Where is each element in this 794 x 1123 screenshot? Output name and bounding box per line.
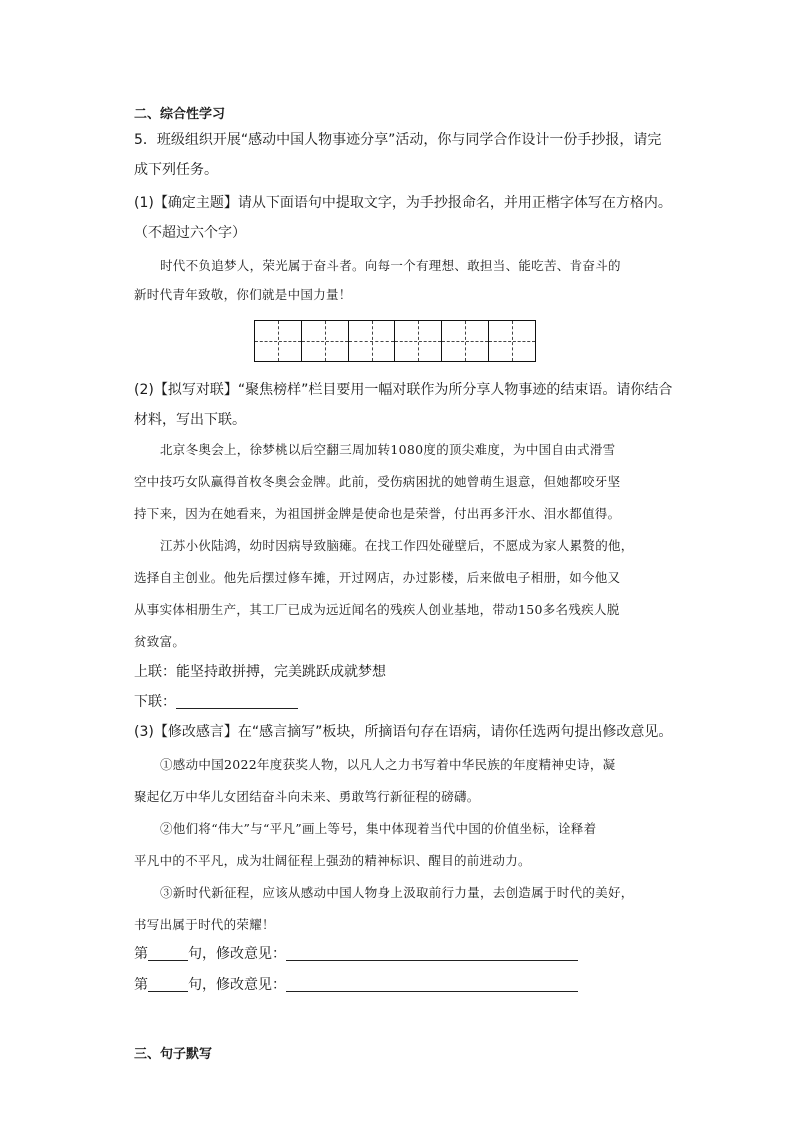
material-2-line-3: 从事实体相册生产，其工厂已成为远近闻名的残疾人创业基地，带动150多名残疾人脱 xyxy=(134,602,620,617)
grid-cell[interactable] xyxy=(255,321,302,361)
xialian-label: 下联： xyxy=(134,694,176,710)
question-5-line-2: 成下列任务。 xyxy=(134,162,218,178)
material-2-line-4: 贫致富。 xyxy=(134,634,186,649)
shanglian: 上联：能坚持敢拼搏，完美跳跃成就梦想 xyxy=(134,664,386,680)
sentence-1-line-1: ①感动中国2022年度获奖人物，以凡人之力书写着中华民族的年度精神史诗，凝 xyxy=(160,757,616,772)
grid-cell[interactable] xyxy=(302,321,349,361)
part-1-note: （不超过六个字） xyxy=(134,225,246,241)
sentence-number-blank[interactable] xyxy=(148,977,188,992)
answer-row-2 xyxy=(134,974,578,994)
revision-blank[interactable] xyxy=(286,946,578,961)
grid-cell[interactable] xyxy=(395,321,442,361)
part-1-instruction: (1)【确定主题】请从下面语句中提取文字，为手抄报命名，并用正楷字体写在方格内。 xyxy=(134,195,672,211)
sentence-number-blank[interactable] xyxy=(148,946,188,961)
material-1-line-3: 持下来，因为在她看来，为祖国拼金牌是使命也是荣誉，付出再多汗水、泪水都值得。 xyxy=(134,506,621,521)
part-1-quote-line-2: 新时代青年致敬，你们就是中国力量！ xyxy=(134,287,352,302)
sentence-3-line-2: 书写出属于时代的荣耀！ xyxy=(134,917,275,932)
answer-row-1 xyxy=(134,943,578,963)
xialian-blank[interactable] xyxy=(176,694,298,709)
answer-label: 句，修改意见： xyxy=(188,946,286,962)
material-1-line-1: 北京冬奥会上，徐梦桃以后空翻三周加转1080度的顶尖难度，为中国自由式滑雪 xyxy=(160,442,616,457)
sentence-1-line-2: 聚起亿万中华儿女团结奋斗向未来、勇敢笃行新征程的磅礴。 xyxy=(134,789,480,804)
sentence-2-line-2: 平凡中的不平凡，成为壮阔征程上强劲的精神标识、醒目的前进动力。 xyxy=(134,853,531,868)
question-5-line-1: 5．班级组织开展“感动中国人物事迹分享”活动，你与同学合作设计一份手抄报，请完 xyxy=(134,132,662,148)
answer-label: 句，修改意见： xyxy=(188,977,286,993)
sentence-2-line-1: ②他们将“伟大”与“平凡”画上等号，集中体现着当代中国的价值坐标，诠释着 xyxy=(160,821,597,836)
xialian-row xyxy=(134,691,298,711)
part-2-instruction-line-2: 材料，写出下联。 xyxy=(134,412,246,428)
section-3-heading: 三、句子默写 xyxy=(134,1047,213,1062)
part-2-instruction: (2)【拟写对联】“聚焦榜样”栏目要用一幅对联作为所分享人物事迹的结束语。请你结合 xyxy=(134,382,673,398)
sentence-3-line-1: ③新时代新征程，应该从感动中国人物身上汲取前行力量，去创造属于时代的美好， xyxy=(160,885,634,900)
grid-cell[interactable] xyxy=(349,321,396,361)
section-2-heading: 二、综合性学习 xyxy=(134,107,226,122)
revision-blank[interactable] xyxy=(286,977,578,992)
material-2-line-1: 江苏小伙陆鸿，幼时因病导致脑瘫。在找工作四处碰壁后，不愿成为家人累赘的他， xyxy=(160,538,634,553)
material-2-line-2: 选择自主创业。他先后摆过修车摊，开过网店，办过影楼，后来做电子相册，如今他又 xyxy=(134,570,621,585)
part-1-quote-line-1: 时代不负追梦人，荣光属于奋斗者。向每一个有理想、敢担当、能吃苦、肯奋斗的 xyxy=(160,258,621,273)
part-3-instruction: (3)【修改感言】在“感言摘写”板块，所摘语句存在语病，请你任选两句提出修改意见。 xyxy=(134,724,673,740)
answer-prefix: 第 xyxy=(134,977,148,993)
grid-cell[interactable] xyxy=(442,321,489,361)
answer-grid[interactable] xyxy=(254,320,536,362)
material-1-line-2: 空中技巧女队赢得首枚冬奥会金牌。此前，受伤病困扰的她曾萌生退意，但她都咬牙坚 xyxy=(134,474,621,489)
answer-prefix: 第 xyxy=(134,946,148,962)
grid-cell[interactable] xyxy=(489,321,535,361)
